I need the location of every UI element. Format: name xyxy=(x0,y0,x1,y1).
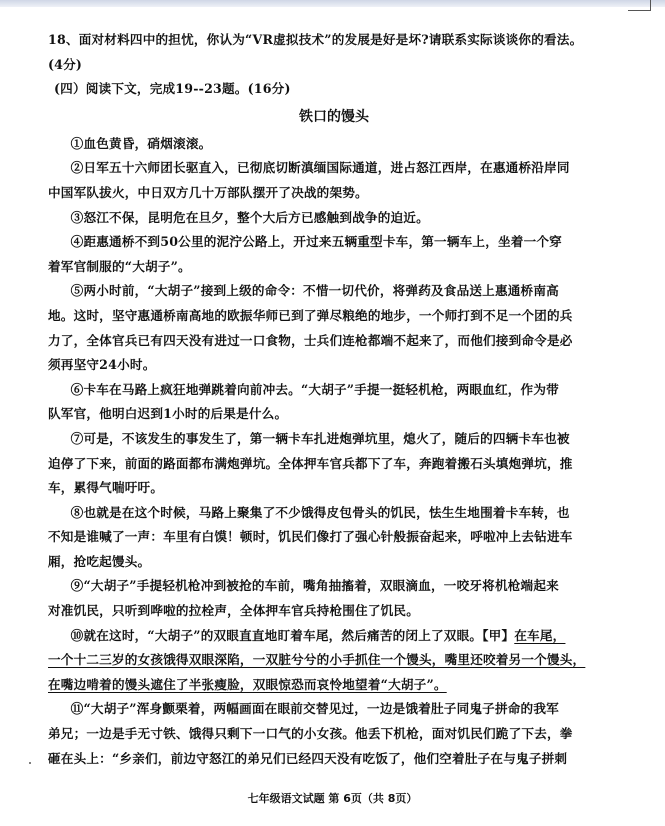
underlined-passage-part3: 在嘴边啃着的馒头遮住了半张瘦脸，双眼惊恐而哀怜地望着“大胡子”。 xyxy=(48,676,447,692)
underlined-passage-part1: 在车尾， xyxy=(514,627,566,643)
paragraph-4 xyxy=(48,230,620,279)
paragraph-10 xyxy=(48,624,620,698)
question-18-line1: 18、面对材料四中的担忧，你认为“VR虚拟技术”的发展是好是坏?请联系实际谈谈你的看法。 xyxy=(48,32,583,47)
page-footer: 七年级语文试题 第 6页（共 8页） xyxy=(247,792,418,805)
paragraph-line: ⑨“大胡子”手提轻机枪冲到被抢的车前，嘴角抽搐着，双眼滴血，一咬牙将机枪端起来 xyxy=(70,578,559,594)
paragraph-7 xyxy=(48,427,620,501)
paragraph-line: 对准饥民，只听到哗啦的拉栓声，全体押车官兵持枪围住了饥民。 xyxy=(48,603,420,619)
paragraph-line: 着军官制服的“大胡子”。 xyxy=(48,258,191,274)
paragraph-line: 地。这时，坚守惠通桥南高地的欧振华师已到了弹尽粮绝的地步，一个师打到不足一个团的兵 xyxy=(48,307,573,323)
article-title: 铁口的馒头 xyxy=(299,108,369,125)
paragraph-line: ④距惠通桥不到50公里的泥泞公路上，开过来五辆重型卡车，第一辆车上，坐着一个穿 xyxy=(70,234,562,250)
question-18-score: (4分) xyxy=(48,56,83,72)
article-body xyxy=(48,132,620,624)
paragraph-9 xyxy=(48,574,620,623)
paragraph-line: ⑤两小时前，“大胡子”接到上级的命令：不惜一切代价，将弹药及食品送上惠通桥南高 xyxy=(70,283,559,299)
paragraph-line: 队军官，他明白迟到1小时的后果是什么。 xyxy=(48,406,288,422)
paragraph-10-start: ⑩就在这时，“大胡子”的双眼直直地盯着车尾，然后痛苦的闭上了双眼。 xyxy=(70,627,483,643)
paragraph-11-line: 弟兄；一边是手无寸铁、饿得只剩下一口气的小女孩。他丢下机枪，面对饥民们跪了下去，拳 xyxy=(48,726,573,742)
paragraph-11 xyxy=(48,697,620,771)
paragraph-line: 迫停了下来，前面的路面都布满炮弹坑。全体押车官兵都下了车，奔跑着搬石头填炮弹坑，推 xyxy=(48,455,573,471)
paragraph-line: 不知是谁喊了一声：车里有白馍！顿时，饥民们像打了强心针般振奋起来，呼啦冲上去钻进车 xyxy=(48,529,573,545)
scan-top-edge xyxy=(0,0,665,7)
paragraph-line: ①血色黄昏，硝烟滚滚。 xyxy=(70,135,212,151)
paragraph-11-line: 砸在头上：“乡亲们，前边守怒江的弟兄们已经四天没有吃饭了，他们空着肚子在与鬼子拼刺 xyxy=(48,750,568,766)
paragraph-2 xyxy=(48,156,620,205)
paragraph-5 xyxy=(48,279,620,377)
marker-jia: 【甲】 xyxy=(482,627,515,643)
paragraph-11-line: ⑪“大胡子”浑身颤栗着，两幅画面在眼前交替见过，一边是饿着肚子同鬼子拼命的我军 xyxy=(70,701,559,717)
paragraph-line: 中国军队拔火，中日双方几十万部队摆开了决战的架势。 xyxy=(48,184,368,200)
underlined-passage-part2: 一个十二三岁的女孩饿得双眼深陷，一双脏兮兮的小手抓住一个馒头，嘴里还咬着另一个馒头， xyxy=(48,652,586,668)
section-4-heading: (四）阅读下文，完成19--23题。(16分) xyxy=(54,81,291,97)
paragraph-line: ②日军五十六师团长驱直入，已彻底切断滇缅国际通道，进占怒江西岸，在惠通桥沿岸同 xyxy=(70,160,570,176)
exam-page xyxy=(48,28,620,771)
scan-speck xyxy=(29,762,31,764)
paragraph-line: ⑧也就是在这个时候，马路上聚集了不少饿得皮包骨头的饥民，怯生生地围着卡车转，也 xyxy=(70,504,570,520)
paragraph-line: 厢，抢吃起馒头。 xyxy=(48,553,151,569)
paragraph-line: ⑦可是，不该发生的事发生了，第一辆卡车扎进炮弹坑里，熄火了，随后的四辆卡车也被 xyxy=(70,430,570,446)
page-corner-mark xyxy=(628,0,651,11)
paragraph-6 xyxy=(48,378,620,427)
paragraph-line: 力了，全体官兵已有四天没有进过一口食物，士兵们连枪都端不起来了，而他们接到命令是必 xyxy=(48,332,573,348)
paragraph-line: 须再坚守24小时。 xyxy=(48,357,156,373)
paragraph-1 xyxy=(48,132,620,157)
paragraph-line: ③怒江不保，昆明危在旦夕，整个大后方已感触到战争的迫近。 xyxy=(70,209,429,225)
paragraph-3 xyxy=(48,206,620,231)
paragraph-line: ⑥卡车在马路上疯狂地弹跳着向前冲去。“大胡子”手提一挺轻机枪，两眼血红，作为带 xyxy=(70,381,559,397)
paragraph-8 xyxy=(48,501,620,575)
paragraph-line: 车，累得气喘吁吁。 xyxy=(48,480,164,496)
